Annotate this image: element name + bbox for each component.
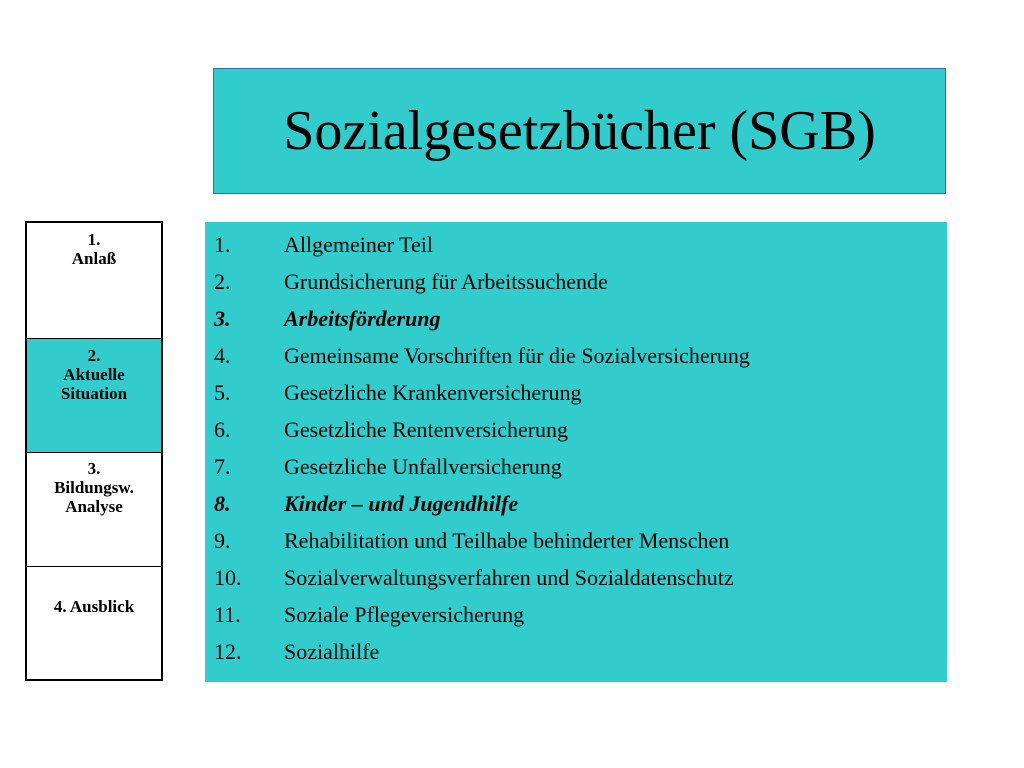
list-item-number: 10. bbox=[214, 565, 242, 590]
list-item bbox=[205, 488, 947, 525]
nav-item-aktuelle-situation[interactable] bbox=[27, 339, 161, 453]
nav-item-label: Situation bbox=[60, 384, 128, 403]
sgb-list bbox=[205, 222, 947, 682]
nav-item-number: 3. bbox=[87, 459, 101, 478]
nav-item-number: 1. bbox=[87, 230, 101, 249]
nav-item-label: Aktuelle bbox=[63, 365, 125, 384]
agenda-nav bbox=[25, 221, 163, 681]
list-item-number: 3. bbox=[214, 306, 231, 331]
nav-item-number: 2. bbox=[87, 346, 101, 365]
list-item bbox=[205, 636, 947, 673]
list-item-label: Soziale Pflegeversicherung bbox=[284, 602, 525, 627]
list-item bbox=[205, 451, 947, 488]
list-item bbox=[205, 599, 947, 636]
list-item bbox=[205, 303, 947, 340]
list-item bbox=[205, 340, 947, 377]
list-item-number: 5. bbox=[214, 380, 231, 405]
list-item-number: 12. bbox=[214, 639, 242, 664]
list-item-number: 1. bbox=[214, 232, 231, 257]
list-item bbox=[205, 562, 947, 599]
list-item-label: Arbeitsförderung bbox=[284, 306, 441, 331]
list-item-number: 7. bbox=[214, 454, 231, 479]
title-box bbox=[213, 68, 946, 194]
nav-item-label: Analyse bbox=[65, 497, 123, 516]
list-item bbox=[205, 229, 947, 266]
list-item-number: 4. bbox=[214, 343, 231, 368]
list-item-label: Allgemeiner Teil bbox=[284, 232, 433, 257]
list-item bbox=[205, 377, 947, 414]
list-item-label: Grundsicherung für Arbeitssuchende bbox=[284, 269, 608, 294]
list-item-number: 6. bbox=[214, 417, 231, 442]
list-item-label: Gesetzliche Unfallversicherung bbox=[284, 454, 562, 479]
nav-item-anlass[interactable] bbox=[27, 223, 161, 339]
list-item-label: Sozialhilfe bbox=[284, 639, 380, 664]
nav-item-label: Bildungsw. bbox=[54, 478, 134, 497]
list-item-label: Rehabilitation und Teilhabe behinderter Menschen bbox=[284, 528, 730, 553]
list-item-number: 9. bbox=[214, 528, 231, 553]
list-item-number: 8. bbox=[214, 491, 231, 516]
list-item-number: 2. bbox=[214, 269, 231, 294]
nav-item-ausblick[interactable] bbox=[27, 567, 161, 679]
list-item-label: Gemeinsame Vorschriften für die Sozialversicherung bbox=[284, 343, 750, 368]
list-item bbox=[205, 414, 947, 451]
nav-item-label: 4. Ausblick bbox=[53, 597, 135, 616]
list-item-number: 11. bbox=[214, 602, 241, 627]
list-item bbox=[205, 525, 947, 562]
list-item-label: Kinder – und Jugendhilfe bbox=[284, 491, 519, 516]
nav-item-bildungsw-analyse[interactable] bbox=[27, 453, 161, 567]
slide-title: Sozialgesetzbücher (SGB) bbox=[283, 100, 876, 162]
list-item bbox=[205, 266, 947, 303]
list-item-label: Gesetzliche Rentenversicherung bbox=[284, 417, 569, 442]
list-item-label: Sozialverwaltungsverfahren und Sozialdatenschutz bbox=[284, 565, 734, 590]
nav-item-label: Anlaß bbox=[71, 249, 117, 268]
list-item-label: Gesetzliche Krankenversicherung bbox=[284, 380, 582, 405]
